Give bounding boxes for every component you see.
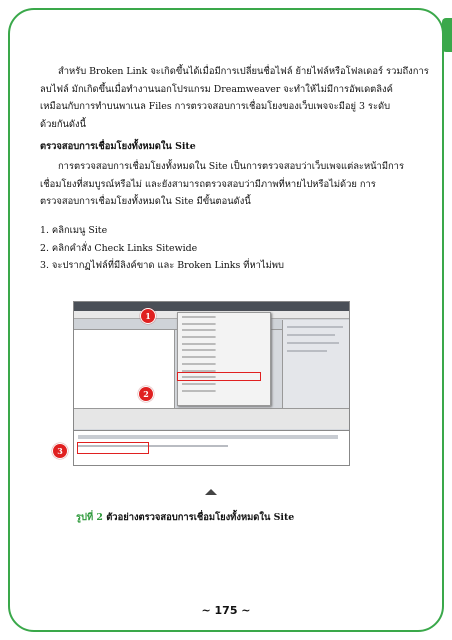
- paragraph-intro: [40, 63, 429, 133]
- title-bar: [74, 302, 349, 311]
- paragraph-line: ด้วยกันดังนี้: [40, 118, 87, 130]
- figure-label: รูปที่ 2: [76, 512, 103, 523]
- figure-caption-text: ตัวอย่างตรวจสอบการเชื่อมโยงทั้งหมดใน Site: [106, 512, 295, 523]
- figure-caption: [76, 510, 294, 525]
- document-area: [74, 330, 175, 408]
- site-menu-dropdown: [177, 312, 271, 406]
- triangle-marker-icon: [205, 489, 217, 495]
- paragraph-line: สำหรับ Broken Link จะเกิดขึ้นได้เมื่อมีการเปลี่ยนชื่อไฟล์ ย้ายไฟล์หรือโฟลเดอร์ รวมถึงการ: [58, 66, 429, 77]
- section-heading: ตรวจสอบการเชื่อมโยงทั้งหมดใน Site: [40, 141, 196, 152]
- page-number: ~ 175 ~: [201, 604, 251, 617]
- properties-panel: [74, 408, 349, 429]
- step-item: 1. คลิกเมนู Site: [40, 225, 108, 236]
- paragraph-line: ลบไฟล์ มักเกิดขึ้นเมื่อทำงานนอกโปรแกรม Dreamweaver จะทำให้ไม่มีการอัพเดตลิงค์: [40, 83, 393, 95]
- paragraph-line: เหมือนกับการทำบนพาเนล Files การตรวจสอบการเชื่อมโยงของเว็บเพจจะมีอยู่ 3 ระดับ: [40, 101, 391, 112]
- check-links-sitewide-highlight: [177, 372, 261, 381]
- steps-list: [40, 222, 420, 275]
- paragraph-line: ตรวจสอบการเชื่อมโยงทั้งหมดใน Site มีขั้นตอนดังนี้: [40, 196, 251, 207]
- step-item: 3. จะปรากฏไฟล์ที่มีลิงค์ขาด และ Broken Links ที่หาไม่พบ: [40, 260, 284, 271]
- paragraph-site: [40, 158, 420, 211]
- broken-link-row-highlight: [77, 442, 149, 454]
- step-item: 2. คลิกคำสั่ง Check Links Sitewide: [40, 242, 198, 254]
- panels-area: [282, 320, 349, 420]
- paragraph-line: เชื่อมโยงที่สมบูรณ์หรือไม่ และยังสามารถตรวจสอบว่ามีภาพที่หายไปหรือไม่ด้วย การ: [40, 178, 376, 190]
- callout-badge-1: 1: [140, 308, 156, 324]
- callout-badge-2: 2: [138, 386, 154, 402]
- paragraph-line: การตรวจสอบการเชื่อมโยงทั้งหมดใน Site เป็นการตรวจสอบว่าเว็บเพจแต่ละหน้ามีการ: [58, 161, 404, 172]
- callout-badge-3: 3: [52, 443, 68, 459]
- page-tab-marker: [442, 18, 452, 52]
- dreamweaver-screenshot: [73, 301, 350, 466]
